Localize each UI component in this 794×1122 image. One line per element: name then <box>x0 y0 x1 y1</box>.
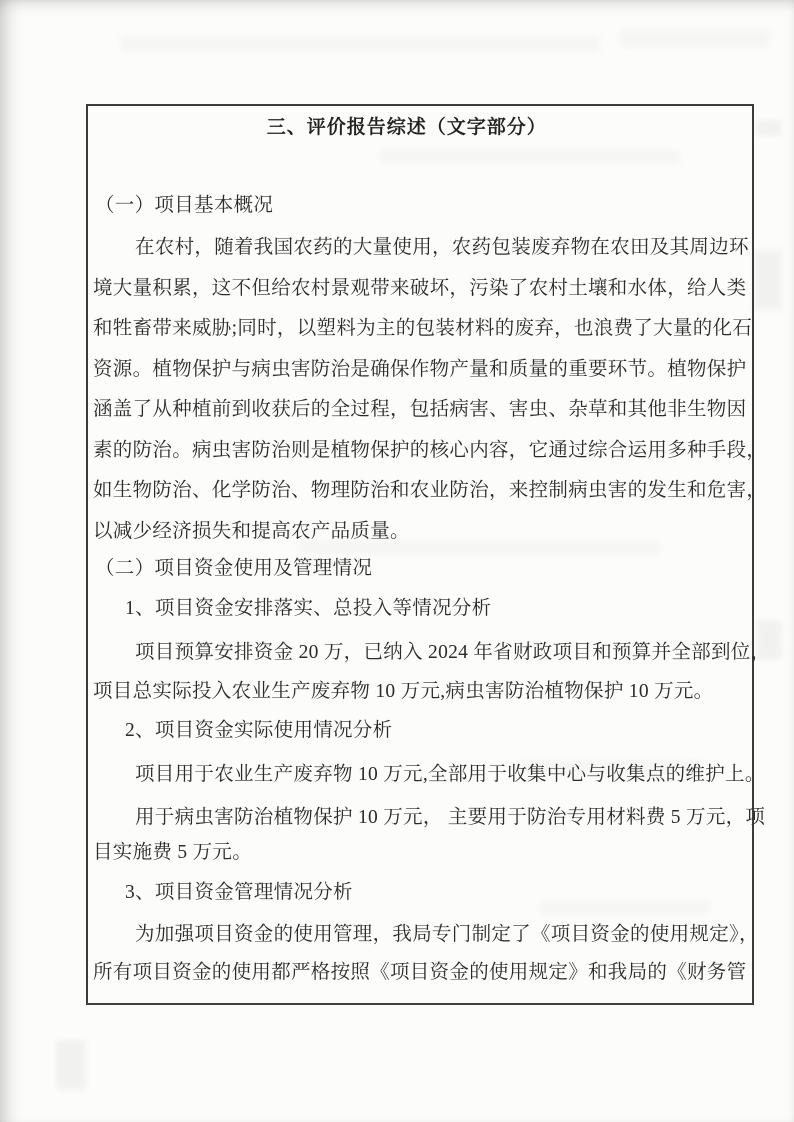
body-line: 素的防治。病虫害防治则是植物保护的核心内容，它通过综合运用多种手段， <box>93 440 767 461</box>
bleed-through-smudge <box>756 120 782 136</box>
body-line: 涵盖了从种植前到收获后的全过程，包括病害、害虫、杂草和其他非生物因 <box>93 399 747 420</box>
body-line: 用于病虫害防治植物保护 10 万元， 主要用于防治专用材料费 5 万元，项 <box>135 807 766 828</box>
bleed-through-smudge <box>620 30 770 48</box>
body-line: 项目预算安排资金 20 万，已纳入 2024 年省财政项目和预算并全部到位， <box>135 642 771 663</box>
body-line: 项目用于农业生产废弃物 10 万元,全部用于收集中心与收集点的维护上。 <box>135 764 765 785</box>
subsection-heading-2: 2、项目资金实际使用情况分析 <box>125 720 393 741</box>
body-line: 在农村，随着我国农药的大量使用，农药包装废弃物在农田及其周边环 <box>135 237 749 258</box>
bleed-through-smudge <box>754 250 782 310</box>
subsection-heading-3: 3、项目资金管理情况分析 <box>125 882 353 903</box>
bleed-through-smudge <box>120 36 600 52</box>
subsection-heading-1: 1、项目资金安排落实、总投入等情况分析 <box>125 598 492 619</box>
body-line: 境大量积累，这不但给农村景观带来破坏，污染了农村土壤和水体，给人类 <box>93 278 747 299</box>
section-heading-2: （二）项目资金使用及管理情况 <box>95 558 373 579</box>
page-title: 三、评价报告综述（文字部分） <box>266 117 547 138</box>
section-heading-1: （一）项目基本概况 <box>95 195 274 216</box>
body-line: 如生物防治、化学防治、物理防治和农业防治，来控制病虫害的发生和危害， <box>93 480 767 501</box>
body-line: 项目总实际投入农业生产废弃物 10 万元,病虫害防治植物保护 10 万元。 <box>93 681 714 702</box>
bleed-through-smudge <box>56 1040 86 1090</box>
body-line: 所有项目资金的使用都严格按照《项目资金的使用规定》和我局的《财务管 <box>93 962 747 983</box>
body-line: 和牲畜带来威胁;同时，以塑料为主的包装材料的废弃，也浪费了大量的化石 <box>93 318 753 339</box>
body-line: 为加强项目资金的使用管理，我局专门制定了《项目资金的使用规定》， <box>135 924 759 945</box>
body-line: 目实施费 5 万元。 <box>93 842 252 863</box>
report-text-cell <box>86 104 771 1005</box>
body-line: 以减少经济损失和提高农产品质量。 <box>93 521 410 542</box>
body-line: 资源。植物保护与病虫害防治是确保作物产量和质量的重要环节。植物保护 <box>93 359 747 380</box>
